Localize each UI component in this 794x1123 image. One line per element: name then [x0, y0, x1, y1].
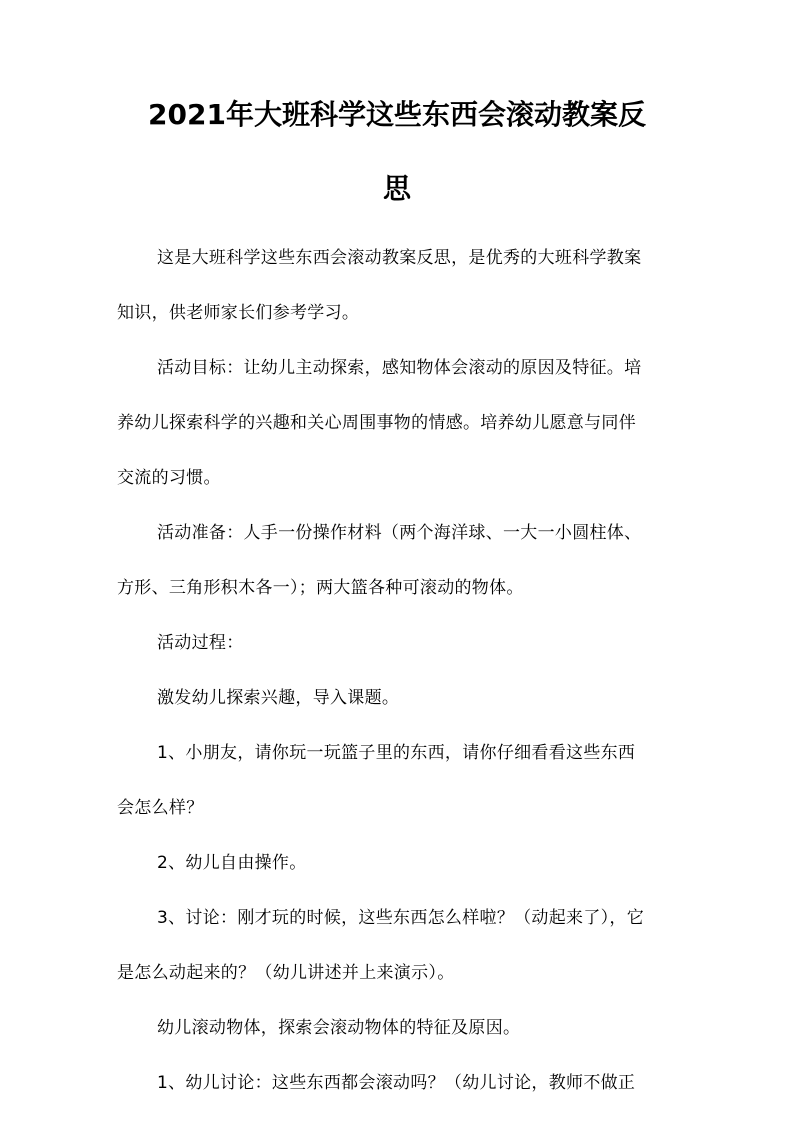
body-line: 1、幼儿讨论：这些东西都会滚动吗？（幼儿讨论，教师不做正: [157, 1073, 636, 1093]
body-line: 会怎么样？: [117, 798, 204, 818]
body-line: 2、幼儿自由操作。: [157, 853, 307, 873]
body-line: 活动过程：: [157, 633, 244, 653]
body-line: 是怎么动起来的？（幼儿讲述并上来演示）。: [117, 963, 455, 983]
body-line: 知识，供老师家长们参考学习。: [117, 303, 360, 323]
document-title-line-2: 思: [382, 172, 411, 205]
body-line: 幼儿滚动物体，探索会滚动物体的特征及原因。: [157, 1018, 521, 1038]
body-line: 活动准备：人手一份操作材料（两个海洋球、一大一小圆柱体、: [157, 523, 642, 543]
document-title-line-1: 2021年大班科学这些东西会滚动教案反: [148, 98, 646, 131]
body-line: 这是大班科学这些东西会滚动教案反思，是优秀的大班科学教案: [157, 248, 642, 268]
body-line: 交流的习惯。: [117, 468, 221, 488]
body-line: 活动目标：让幼儿主动探索，感知物体会滚动的原因及特征。培: [157, 358, 642, 378]
document-body: [117, 231, 687, 1111]
body-line: 养幼儿探索科学的兴趣和关心周围事物的情感。培养幼儿愿意与同伴: [117, 413, 636, 433]
body-line: 方形、三角形积木各一）；两大篮各种可滚动的物体。: [117, 578, 524, 598]
body-line: 1、小朋友，请你玩一玩篮子里的东西，请你仔细看看这些东西: [157, 743, 636, 763]
body-line: 3、讨论：刚才玩的时候，这些东西怎么样啦？（动起来了），它: [157, 908, 645, 928]
body-line: 激发幼儿探索兴趣，导入课题。: [157, 688, 400, 708]
